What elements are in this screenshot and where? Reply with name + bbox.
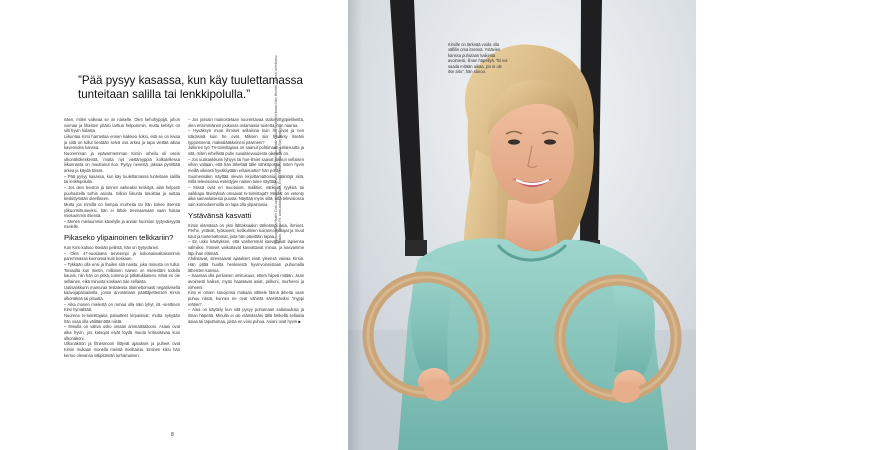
- body-paragraph: Kirsi ei omien sanojensa mukaan välttele läsnä äiheita vaan puhuu niistä, kunnes ne ovat vähintä särmittäviksi ”myppi rehtien”.: [188, 290, 304, 307]
- gutter-shadow: [348, 0, 362, 450]
- body-paragraph: – En usko kävityksen, että vanhemmat kasvattavat lapsensa valmiiksi. Ihmiset vaikuttavat kasvattavat minua, ja kasvamme läpi ihan elämää.: [188, 239, 304, 256]
- text-column-2: [188, 117, 304, 324]
- body-paragraph: – Missä ovat eri muotoiset, mallitiet, värikset, tyylisiä tai vaikkapa lävistyksiä omaavat tv-toimittajat? Meidät on vetenty aika samanlaisesta puusta. Näyttää myös siltä, että televisiossa vain komediennoilla on lupa olla ylipainoisia.: [188, 184, 304, 207]
- pull-quote: ”Pää pysyy kasassa, kun käy tuulettamassa tunteitaan salilla tai lenkkipolulla.”: [78, 74, 303, 101]
- photo-page: [348, 0, 871, 450]
- body-paragraph: Kun Kirsi katsoo itseään peilistä, hän on tyytyväinen.: [64, 245, 160, 251]
- body-paragraph: – Pää pysyy kasassa, kun käy tuulettamassa tunteitaan salilla tai lenkkipolulla.: [64, 173, 180, 185]
- body-paragraph: Ahdistavat, stressaavat ajatukset eivät yleensä vaivaa Kirsiä. Hän pitää huolta henkisestä hyvinvoinnistaan puhumalla läheisten kanssa.: [188, 256, 304, 273]
- body-paragraph: – Jos jossain mainostetaan nuorentavaa otaluvoittyppielikeittä, olen ensimmäinen joukossa ostamassa tuotetta, hän nauraa.: [188, 117, 304, 128]
- body-paragraph: – Hyväksyn muut ihmiset sellaisina kuin he ovat ja nen näköisinä kuin he ovat. Miksen siis hyväksy itseäni typpinsnenä, maksalääkkeineni päivineni?: [188, 128, 304, 145]
- page-number-right: 9: [868, 432, 871, 438]
- page-number-left: 8: [171, 432, 174, 438]
- body-paragraph: Mutta jos Kirsillä on liompia murheita tai hän kokee itsensä ylikuormittuneeksi, hän ei lähde treenaamaan vaan hoitaa mieluummin itsensä.: [64, 201, 180, 219]
- photo-caption: Kirsille on tärkeää voida olla vällilin oma itsensä. Ystävien kanssa puhutaan kaikesta avoimesti, ilman häpeilyä. ”Ei voi saada mitään aikaa, jos ei ole itse aito”, hän sanoo.: [448, 42, 508, 75]
- body-paragraph: – Jos uutisankkurin lyhyys tai hoe-ilmiet saavat jonkun sellaisen vihan valtaan, että hän lähettää tälle sähköpostia, miten hyvin meillä oikeasti hyväksytään erilaisuutta? hän pohtii.: [188, 156, 304, 173]
- photo-credit: Kuvauspaikka Health Club Lauttasaari / Dynamic Hotell, Meiokki/Health Club. Vihreä urheiluasu Nike Women, Oranssi urheiluasu Tribute, Nordic Fit. www.adidas-fi, CIMA, Ecco / Puoli/Kimba. Dalu: Stay Healthy.: [274, 55, 283, 244]
- body-paragraph: Nuorena tv-toimittajana palautteet kirpaisivat: mutta nykyään hän osaa olla välittämättä niistä.: [64, 313, 180, 324]
- text-column-1: [64, 117, 180, 358]
- left-page: [0, 0, 348, 450]
- section-heading-1: Pikaseko ylipainoinen telkkariin?: [64, 233, 174, 243]
- body-paragraph: – Saamaa olla porilainen omituisuus, ettem hiipeä mitään. Jaan avoimesti kaiken, myös haastavat asiat, pelkoni, murheeni ja virheeni.: [188, 273, 304, 290]
- body-paragraph: – Jos olen levoton ja tunnen vaikeaksi keskityä, alan helposti puuhastella turhia asioita. Silloin liikunta tasoittaa ja auttaa keskittymään oleelliseen.: [64, 184, 180, 202]
- body-paragraph: Suomessakin näyttää olevan kirjoittamattomia sääntöjä siitä, millä televisiossa esitettyjen nainen tulee näyttää.: [188, 173, 304, 185]
- body-paragraph: Nuoremman ja epävarmemman Kirsin urheilu oli osein ulkonäkökeskeistä, mutta nyt viettämyppiä kolkutellessa liikunnasta on muuttunut iloa. Pysyy nevestä, jaksaa pyörittää arkea ja käydä töissä.: [64, 150, 180, 173]
- body-paragraph: Ulkonäköön ja fitnesmoon liittyvät ajatukset ja puheet ovat Kirsin mukaan monella meistä mielitaisia. Entinen kiksi hän kertoo olevansa välipitämän turhamainen.: [64, 341, 180, 358]
- body-paragraph: – Menen mieluummin kävelylle ja annan huomion tyytyväisyyttä mielelle.: [64, 218, 180, 230]
- body-paragraph: – Minulla on valtva usko omaan ammattitaitooni. Asiani ovat aika hyvin, jos katsojat eivät löydä muuta kritisoitavaa kuin ulkonäköni.: [64, 324, 180, 341]
- body-paragraph: – Aika monen mielestä on rumaa olla näin lyhyt, ilä -senttinen Kirsi hymähtää.: [64, 301, 180, 313]
- body-paragraph: näen, miten vaikeaa se on naiselle. Olen kehohyppijä, johon voimaa ja lihasten pitäisi tarttua helpommin, mutta kehitys on silti hyvin hidasta.: [64, 117, 180, 134]
- body-paragraph: – Tykkään olla ensi ja lhailen sitä naista, joka minusta on tullut. Toisaalta kun mietin, millainen nainen on mielestäni todella kaunis, niin hän on pitkä, tumma ja pitkätukkainen. Minä en ole sellainen, eikä minusta koskaan tule sellaista.: [64, 262, 180, 285]
- body-paragraph: – Aina on käyttely kun sitä pysyy puhumaan salaisuuksia ja ilman häpeää. Minulla ei ole elämässäni tällä hetkellä sellaisia asiaa tai taputtumaa, joista en voisi puhua. Asiani ovat hyvin.■: [188, 307, 304, 324]
- body-paragraph: Julkinen työ TV-toimittajana on saanut pohtimaan erilaisuutta ja sitä, miten erbellistä puhe suvaitsevuudesta oikeasti on.: [188, 145, 304, 156]
- body-paragraph: – Olen 47-vuotiaana terveempi ja kokonaisvaltaisemmin paremmassa kunnossa kuin koskaan.: [64, 250, 180, 262]
- body-paragraph: Kirsin elämässä on yksi lähtaksaakin tärkeämpi asia, ihmiset. Perhe, ystävät, työkaverit, kotikulmien koirannomistajat ja muut tutut ja tuntemattomat, joita hän päivittäin tapaa.: [188, 222, 304, 239]
- body-paragraph: Liikuntaa Kirsi harrastaa ennen kaikkea iloksi, eitä se on kivaa ja siitä on tullut tientään selvä osa arkea ja tapa viettää aikaa kavereiden kanssa.: [64, 133, 180, 151]
- body-paragraph: Uutisankkurin mamuraa testatessa tilannettomasti negatiivisella kaavojapaloaisella, jonsa arvostelaan päättäjiettenseri Kirsin ulkonäköä tai pituutta.: [64, 284, 180, 302]
- portrait-photo: [348, 0, 696, 450]
- section-heading-2: Ystävänsä kasvatti: [188, 210, 252, 220]
